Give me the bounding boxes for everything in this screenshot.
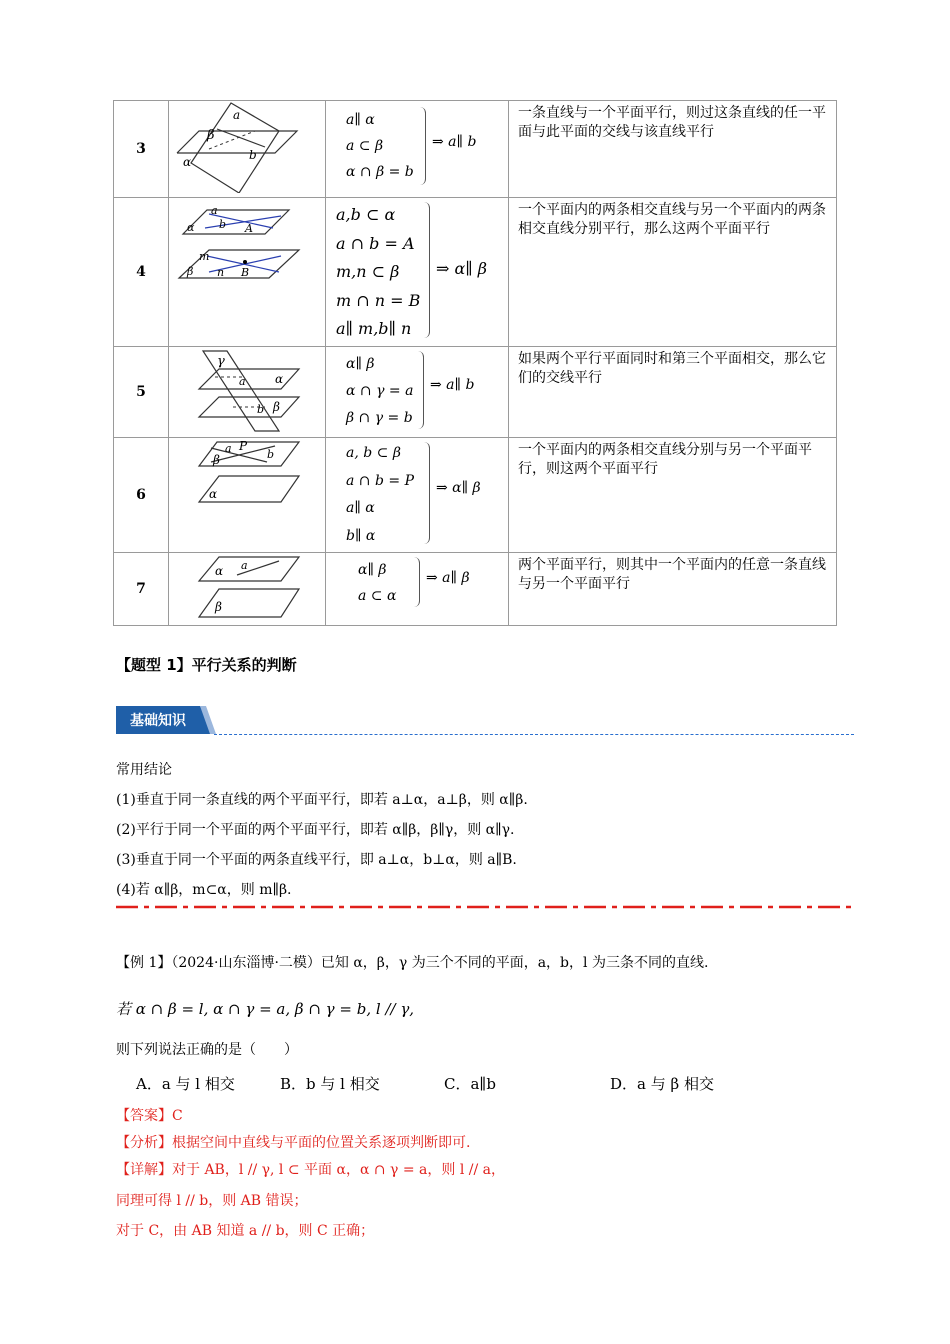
theorem-description: 两个平面平行，则其中一个平面内的任意一条直线与另一个平面平行 — [509, 553, 837, 626]
theorem-table — [113, 100, 837, 626]
dashed-divider — [214, 734, 854, 735]
conclusion: ⇒ a∥ b — [432, 134, 477, 150]
figure-label: a — [233, 108, 241, 122]
symbol-line: a ∩ b = A — [336, 233, 415, 253]
conclusion-item: (1)垂直于同一条直线的两个平面平行，即若 a⊥α，a⊥β，则 α∥β. — [116, 792, 528, 808]
option-a[interactable]: A．a 与 l 相交 — [136, 1075, 235, 1093]
symbol-line: a∥ α — [346, 500, 375, 516]
symbol-cell — [326, 101, 509, 198]
banner-label: 基础知识 — [130, 713, 186, 729]
option-c[interactable]: C．a∥b — [444, 1075, 496, 1093]
section-title: 【题型 1】平行关系的判断 — [116, 656, 297, 674]
red-divider — [116, 903, 854, 911]
example-label: 【例 1】 — [116, 955, 172, 971]
theorem-description: 一条直线与一个平面平行，则过这条直线的任一平面与此平面的交线与该直线平行 — [509, 101, 837, 198]
conclusion-item: (2)平行于同一个平面的两个平面平行，即若 α∥β，β∥γ，则 α∥γ. — [116, 822, 515, 838]
symbol-line: a ⊂ α — [358, 588, 397, 604]
row-number: 5 — [114, 347, 169, 438]
brace — [414, 557, 420, 607]
theorem-description: 一个平面内的两条相交直线与另一个平面内的两条相交直线分别平行，那么这两个平面平行 — [509, 198, 837, 347]
figure-cell — [169, 198, 326, 347]
figure-label: α — [187, 221, 195, 234]
figure-cell — [169, 438, 326, 553]
figure-label: a — [225, 442, 232, 455]
figure-label: β — [273, 400, 280, 414]
figure-label: β — [187, 265, 194, 278]
figure-cell — [169, 101, 326, 198]
figure-label: A — [245, 222, 253, 235]
conclusion-item: (4)若 α∥β，m⊂α，则 m∥β. — [116, 882, 292, 898]
option-b[interactable]: B．b 与 l 相交 — [280, 1075, 380, 1093]
example-source: （2024·山东淄博·二模） — [171, 955, 321, 971]
figure-label: B — [241, 266, 250, 279]
figure-label: a — [239, 375, 246, 388]
figure-label: α — [275, 372, 284, 386]
figure-label: α — [215, 564, 224, 578]
symbol-line: β ∩ γ = b — [346, 410, 413, 426]
table-row — [114, 347, 837, 438]
symbol-cell — [326, 438, 509, 553]
symbol-line: m,n ⊂ β — [336, 262, 400, 281]
symbol-cell — [326, 347, 509, 438]
figure-label: n — [217, 266, 225, 279]
figure-label: a — [211, 204, 218, 217]
example-condition: 若 α ∩ β = l, α ∩ γ = a, β ∩ γ = b, l // γ, — [116, 1000, 415, 1018]
symbol-line: a ∩ b = P — [346, 472, 414, 489]
figure-label: α — [183, 155, 192, 169]
figure-line-parallel-plane — [169, 101, 325, 193]
figure-intersecting-lines-plane — [169, 438, 325, 548]
symbol-line: a,b ⊂ α — [336, 205, 396, 224]
figure-parallel-planes-line — [169, 553, 325, 621]
table-row — [114, 553, 837, 626]
conclusion-item: (3)垂直于同一个平面的两条直线平行，即 a⊥α，b⊥α，则 a∥B. — [116, 852, 517, 868]
conclusions-title: 常用结论 — [116, 762, 172, 778]
theorem-description: 如果两个平行平面同时和第三个平面相交，那么它们的交线平行 — [509, 347, 837, 438]
conclusion: ⇒ α∥ β — [436, 480, 481, 496]
brace — [424, 442, 430, 544]
figure-label: β — [207, 128, 215, 143]
figure-cell — [169, 347, 326, 438]
figure-label: b — [267, 448, 275, 461]
figure-label: γ — [217, 354, 225, 369]
figure-label: β — [215, 600, 222, 614]
symbol-line: a, b ⊂ β — [346, 445, 401, 461]
example-question: 则下列说法正确的是（ ） — [116, 1042, 298, 1058]
figure-label: a — [241, 559, 248, 572]
figure-label: b — [249, 148, 257, 162]
option-d[interactable]: D．a 与 β 相交 — [610, 1075, 714, 1093]
detail-line: 对于 C，由 AB 知道 a // b，则 C 正确； — [116, 1223, 375, 1239]
symbol-line: α∥ β — [346, 356, 375, 372]
figure-two-parallel-planes-cut — [169, 347, 325, 433]
table-row — [114, 198, 837, 347]
brace — [424, 202, 430, 338]
symbol-line: b∥ α — [346, 527, 376, 544]
conclusion: ⇒ a∥ b — [430, 377, 475, 393]
symbol-line: α ∩ β = b — [346, 164, 414, 180]
symbol-line: a∥ α — [346, 112, 375, 128]
conclusion: ⇒ α∥ β — [436, 259, 488, 278]
figure-cell — [169, 553, 326, 626]
figure-plane-parallel-criterion — [169, 198, 325, 342]
symbol-line: α ∩ γ = a — [346, 383, 414, 399]
symbol-line: a∥ m,b∥ n — [336, 319, 412, 338]
detail-line: 同理可得 l // b，则 AB 错误； — [116, 1193, 308, 1209]
symbol-line: a ⊂ β — [346, 138, 384, 154]
figure-label: β — [213, 453, 220, 467]
detail-line: 【详解】对于 AB，l // γ, l ⊂ 平面 α，α ∩ γ = a，则 l // a， — [116, 1162, 505, 1178]
row-number: 7 — [114, 553, 169, 626]
figure-label: m — [199, 250, 210, 263]
conclusion: ⇒ a∥ β — [426, 570, 470, 586]
row-number: 4 — [114, 198, 169, 347]
banner — [116, 706, 216, 736]
table-row — [114, 438, 837, 553]
table-row — [114, 101, 837, 198]
theorem-description: 一个平面内的两条相交直线分别与另一个平面平行，则这两个平面平行 — [509, 438, 837, 553]
analysis: 【分析】根据空间中直线与平面的位置关系逐项判断即可. — [116, 1135, 471, 1151]
row-number: 6 — [114, 438, 169, 553]
figure-label: P — [239, 439, 248, 453]
figure-label: α — [209, 487, 218, 501]
symbol-cell — [326, 553, 509, 626]
example-header — [116, 952, 708, 972]
example-stem: 已知 α，β，γ 为三个不同的平面，a，b，l 为三条不同的直线. — [320, 955, 709, 971]
answer: 【答案】C — [116, 1108, 183, 1124]
figure-label: b — [257, 403, 265, 416]
brace — [418, 351, 424, 429]
brace — [420, 107, 426, 185]
symbol-line: m ∩ n = B — [336, 290, 421, 310]
row-number: 3 — [114, 101, 169, 198]
symbol-line: α∥ β — [358, 562, 387, 578]
figure-label: b — [219, 218, 227, 231]
symbol-cell — [326, 198, 509, 347]
